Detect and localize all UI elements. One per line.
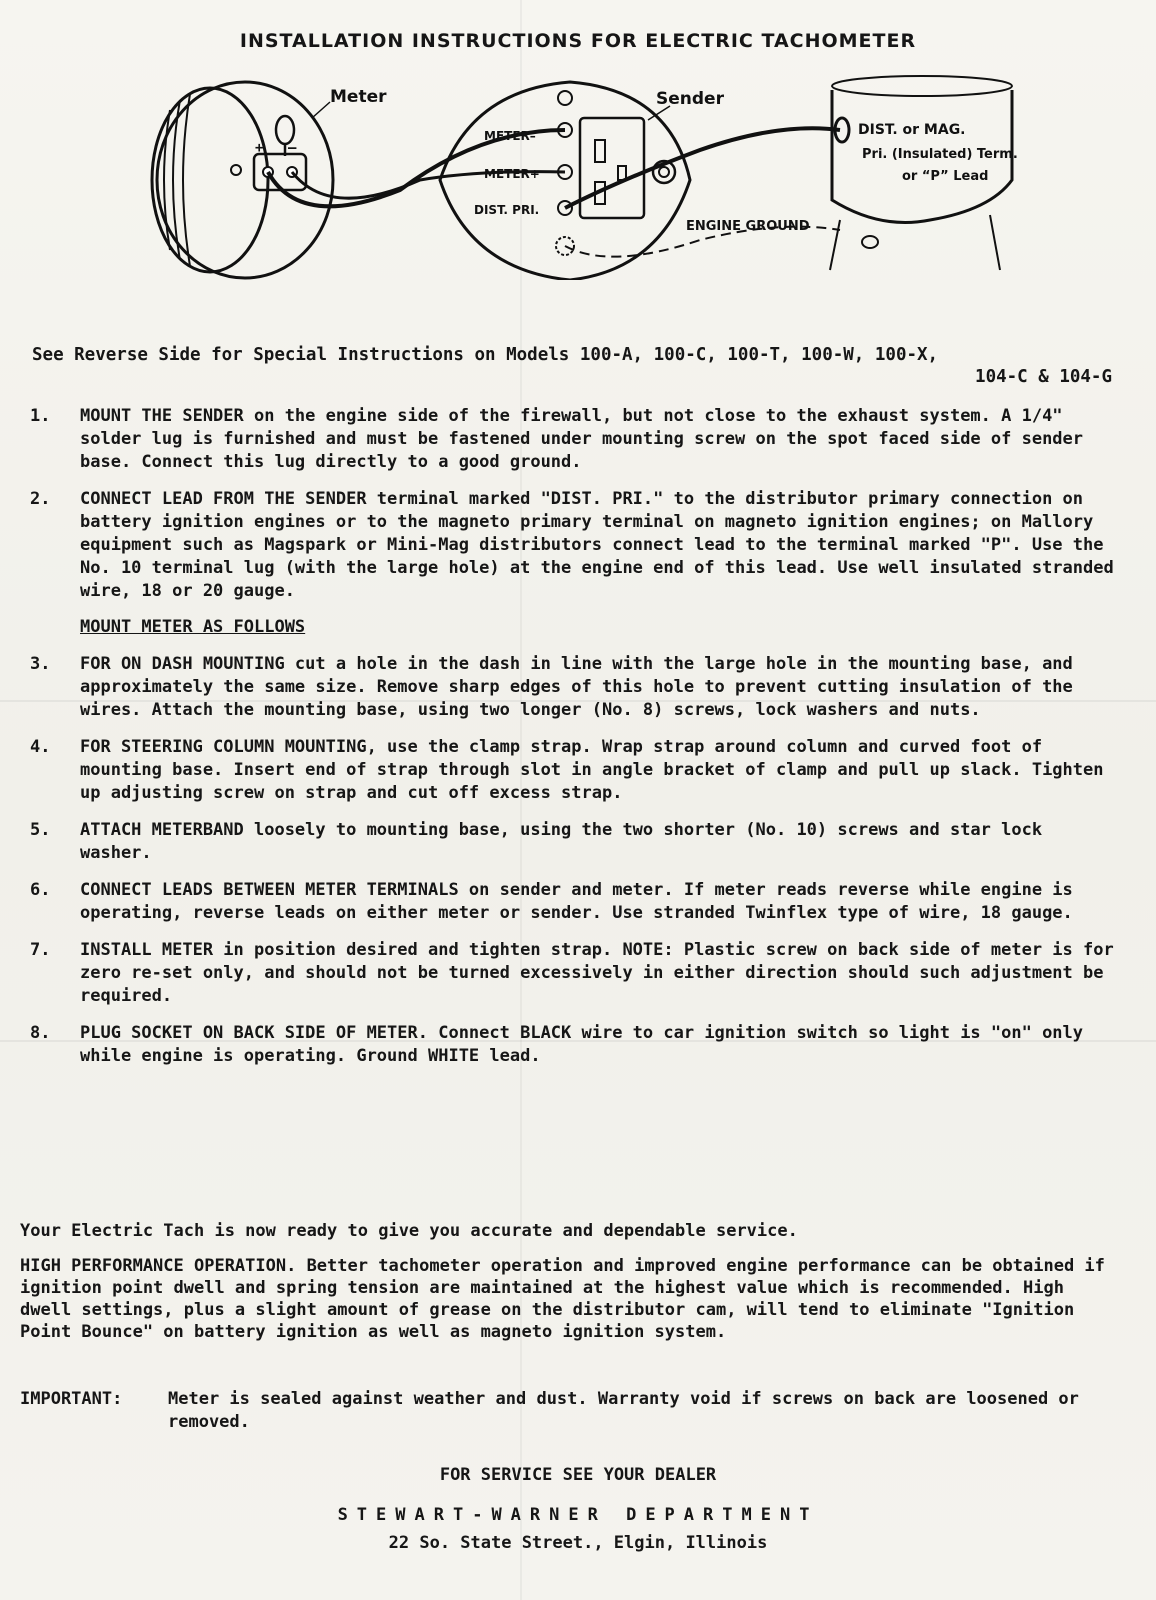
see-reverse-note: [32, 345, 1112, 387]
company-address: 22 So. State Street., Elgin, Illinois: [388, 1533, 768, 1553]
meter-illustration: [152, 82, 333, 278]
high-performance-paragraph: HIGH PERFORMANCE OPERATION. Better tachometer operation and improved engine performance can be obtained if ignition point dwell and spring tension are maintained at the highest value which is recommended. High dwell settings, plus a slight amount of grease on the distributor cam, will tend to eliminate "Ignition Point Bounce" on battery ignition as well as magneto ignition system.: [20, 1256, 1105, 1342]
step-5: [30, 819, 1120, 865]
important-text: Meter is sealed against weather and dust. Warranty void if screws on back are loosened or removed.: [168, 1389, 1079, 1432]
meter-label: Meter: [330, 87, 387, 107]
mount-meter-heading: MOUNT METER AS FOLLOWS: [80, 617, 306, 637]
step-text: INSTALL METER in position desired and tighten strap. NOTE: Plastic screw on back side of meter is for zero re-set only, and should not be turned excessively in either direction should such adjustment be required.: [80, 940, 1114, 1006]
step-6: [30, 879, 1120, 925]
step-number: 5.: [30, 820, 51, 840]
important-note: [20, 1388, 1115, 1434]
step-3: [30, 653, 1120, 722]
service-line: FOR SERVICE SEE YOUR DEALER: [439, 1465, 717, 1485]
step-text: MOUNT THE SENDER on the engine side of the firewall, but not close to the exhaust system. A 1/4" solder lug is furnished and must be fastened under mounting screw on the spot faced side of sender base. Connect this lug directly to a good ground.: [80, 406, 1084, 472]
step-7: [30, 939, 1120, 1008]
step-text: CONNECT LEAD FROM THE SENDER terminal marked "DIST. PRI." to the distributor primary connection on battery ignition engines or to the magneto primary terminal on magneto ignition engines; on Mallory equipment such as Magspark or Mini-Mag distributors connect lead to the terminal marked "P". Use the No. 10 terminal lug (with the large hole) at the engine end of this lead. Use well insulated stranded wire, 18 or 20 gauge.: [80, 489, 1114, 601]
dist-label-line2: Pri. (Insulated) Term.: [862, 147, 1018, 162]
step-2: [30, 488, 1120, 603]
step-4: [30, 736, 1120, 805]
step-number: 6.: [30, 880, 51, 900]
see-reverse-line2: 104-C & 104-G: [975, 367, 1112, 387]
see-reverse-line1: See Reverse Side for Special Instructions on Models 100-A, 100-C, 100-T, 100-W, 100-X,: [32, 345, 939, 365]
step-number: 2.: [30, 489, 51, 509]
document-title: INSTALLATION INSTRUCTIONS FOR ELECTRIC TACHOMETER: [239, 30, 917, 52]
svg-text:+: +: [255, 140, 264, 156]
wires: [268, 128, 840, 256]
step-number: 8.: [30, 1023, 51, 1043]
instruction-steps: [30, 405, 1120, 1082]
engine-ground-label: ENGINE GROUND: [686, 219, 810, 234]
dist-label-line1: DIST. or MAG.: [858, 122, 966, 138]
step-number: 3.: [30, 654, 51, 674]
terminal-dist-pri-label: DIST. PRI.: [474, 203, 540, 217]
terminal-meter-minus-label: METER–: [484, 129, 536, 143]
sender-label: Sender: [656, 89, 724, 109]
company-name: STEWART-WARNER DEPARTMENT: [337, 1505, 819, 1525]
step-text: PLUG SOCKET ON BACK SIDE OF METER. Connect BLACK wire to car ignition switch so light is "on" only while engine is operating. Ground WHITE lead.: [80, 1023, 1084, 1066]
step-text: FOR STEERING COLUMN MOUNTING, use the clamp strap. Wrap strap around column and curved foot of mounting base. Insert end of strap through slot in angle bracket of clamp and pull up slack. Tighten up adjusting screw on strap and cut off excess strap.: [80, 737, 1104, 803]
terminal-meter-plus-label: METER+: [484, 167, 540, 181]
step-number: 4.: [30, 737, 51, 757]
step-text: CONNECT LEADS BETWEEN METER TERMINALS on sender and meter. If meter reads reverse while engine is operating, reverse leads on either meter or sender. Use stranded Twinflex type of wire, 18 gauge.: [80, 880, 1073, 923]
step-number: 1.: [30, 406, 51, 426]
step-text: FOR ON DASH MOUNTING cut a hole in the dash in line with the large hole in the mounting base, and approximately the same size. Remove sharp edges of this hole to prevent cutting insulation of the wires. Attach the mounting base, using two longer (No. 8) screws, lock washers and nuts.: [80, 654, 1073, 720]
ready-statement: Your Electric Tach is now ready to give you accurate and dependable service.: [20, 1221, 798, 1241]
important-label: IMPORTANT:: [20, 1389, 123, 1409]
wiring-diagram: [140, 70, 1020, 280]
svg-text:–: –: [288, 140, 297, 156]
dist-label-line3: or “P” Lead: [902, 169, 989, 184]
step-8: [30, 1022, 1120, 1068]
step-number: 7.: [30, 940, 51, 960]
step-1: [30, 405, 1120, 474]
sender-illustration: [440, 82, 690, 280]
step-text: ATTACH METERBAND loosely to mounting base, using the two shorter (No. 10) screws and star lock washer.: [80, 820, 1043, 863]
